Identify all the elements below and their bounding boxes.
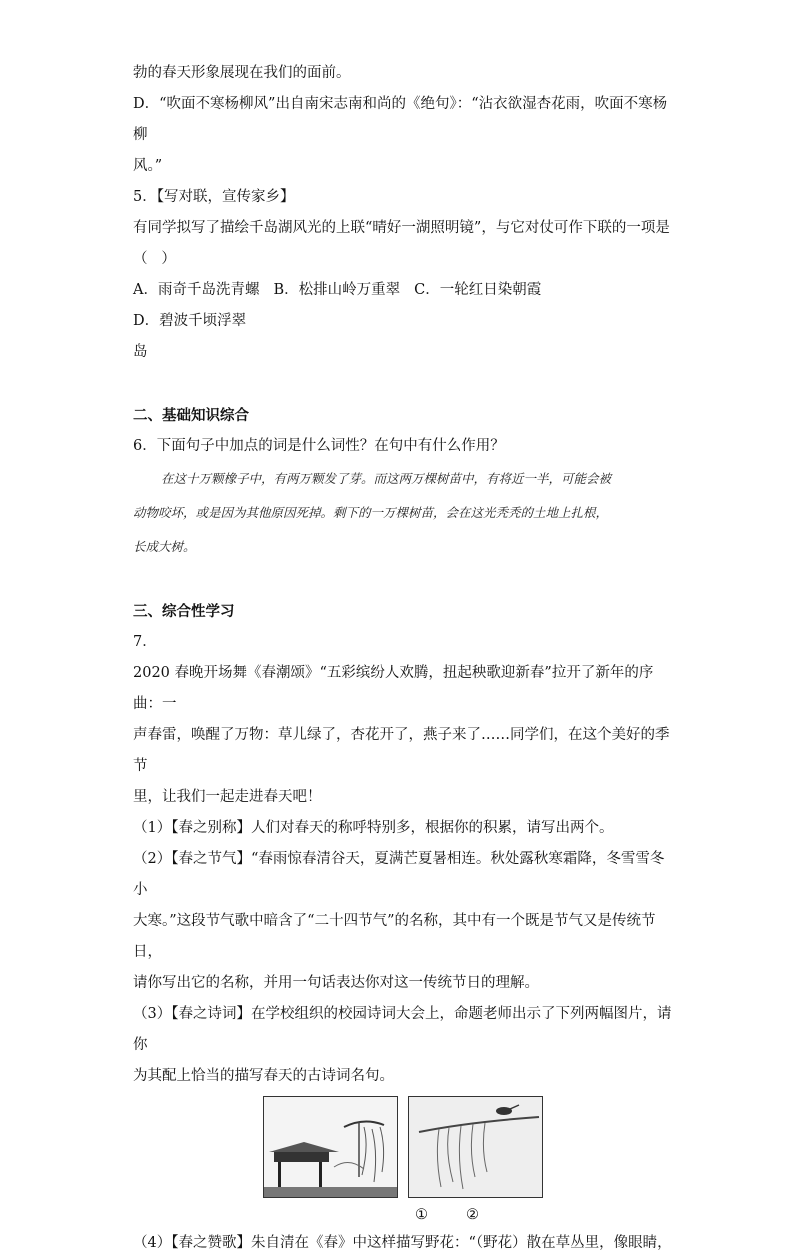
subquestion-2-line-1: （2）【春之节气】“春雨惊春清谷天，夏满芒夏暑相连。秋处露秋寒霜降，冬雪雪冬小 <box>133 851 665 898</box>
subquestion-2-line-2: 大寒。”这段节气歌中暗含了“二十四节气”的名称，其中有一个既是节气又是传统节日， <box>133 913 656 960</box>
subquestion-2-line-3: 请你写出它的名称，并用一句话表达你对这一传统节日的理解。 <box>133 975 539 991</box>
intro-line-1: 2020 春晚开场舞《春潮颂》“五彩缤纷人欢腾，扭起秧歌迎新春”拉开了新年的序曲：一 <box>133 665 654 712</box>
text-line: 勃的春天形象展现在我们的面前。 <box>133 65 351 81</box>
quote-line-2: 动物咬坏，或是因为其他原因死掉。剩下的一万棵树苗，会在这光秃秃的土地上扎根， <box>133 505 609 520</box>
choice-b: B．松排山岭万重翠 <box>273 282 401 298</box>
illustration-captions <box>133 1206 673 1224</box>
question-5-title: 5．【写对联，宣传家乡】 <box>133 189 295 205</box>
intro-line-2: 声春雷，唤醒了万物：草儿绿了，杏花开了，燕子来了……同学们，在这个美好的季节 <box>133 727 670 774</box>
section-3-heading: 三、综合性学习 <box>133 603 235 620</box>
caption-2: ② <box>466 1207 479 1223</box>
question-7-number: 7． <box>133 634 157 650</box>
question-5-choices <box>133 275 673 337</box>
subquestion-1: （1）【春之别称】人们对春天的称呼特别多，根据你的积累，请写出两个。 <box>133 820 614 836</box>
choice-c: C．一轮红日染朝霞 <box>414 282 542 298</box>
option-d-line-cont: 风。” <box>133 158 163 174</box>
choice-a: A．雨奇千岛洗青螺 <box>133 282 260 298</box>
subquestion-3-line-2: 为其配上恰当的描写春天的古诗词名句。 <box>133 1068 394 1084</box>
subquestion-3-line-1: （3）【春之诗词】在学校组织的校园诗词大会上，命题老师出示了下列两幅图片，请你 <box>133 1006 672 1053</box>
caption-1: ① <box>415 1207 428 1223</box>
option-d-line: D．“吹面不寒杨柳风”出自南宋志南和尚的《绝句》：“沾衣欲湿杏花雨，吹面不寒杨柳 <box>133 96 668 143</box>
illustration-1-pavilion-willow <box>263 1096 398 1198</box>
quote-line-3: 长成大树。 <box>133 539 196 554</box>
quote-line-1: 在这十万颗橡子中，有两万颗发了芽。而这两万棵树苗中，有将近一半，可能会被 <box>161 471 612 486</box>
question-6: 6．下面句子中加点的词是什么词性？在句中有什么作用？ <box>133 438 505 454</box>
document-page <box>133 58 673 1259</box>
illustration-row <box>133 1096 673 1198</box>
question-5-stem: 有同学拟写了描绘千岛湖风光的上联“晴好一湖照明镜”，与它对仗可作下联的一项是 <box>133 220 670 236</box>
choice-d: D．碧波千顷浮翠 <box>133 313 247 329</box>
illustration-2-willow-bird <box>408 1096 543 1198</box>
subquestion-4: （4）【春之赞歌】朱自清在《春》中这样描写野花：“（野花）散在草丛里，像眼睛， <box>133 1235 672 1251</box>
choice-d-cont: 岛 <box>133 344 148 360</box>
question-5-blank: （ ） <box>133 251 176 267</box>
intro-line-3: 里，让我们一起走进春天吧！ <box>133 789 322 805</box>
section-2-heading: 二、基础知识综合 <box>133 407 249 424</box>
